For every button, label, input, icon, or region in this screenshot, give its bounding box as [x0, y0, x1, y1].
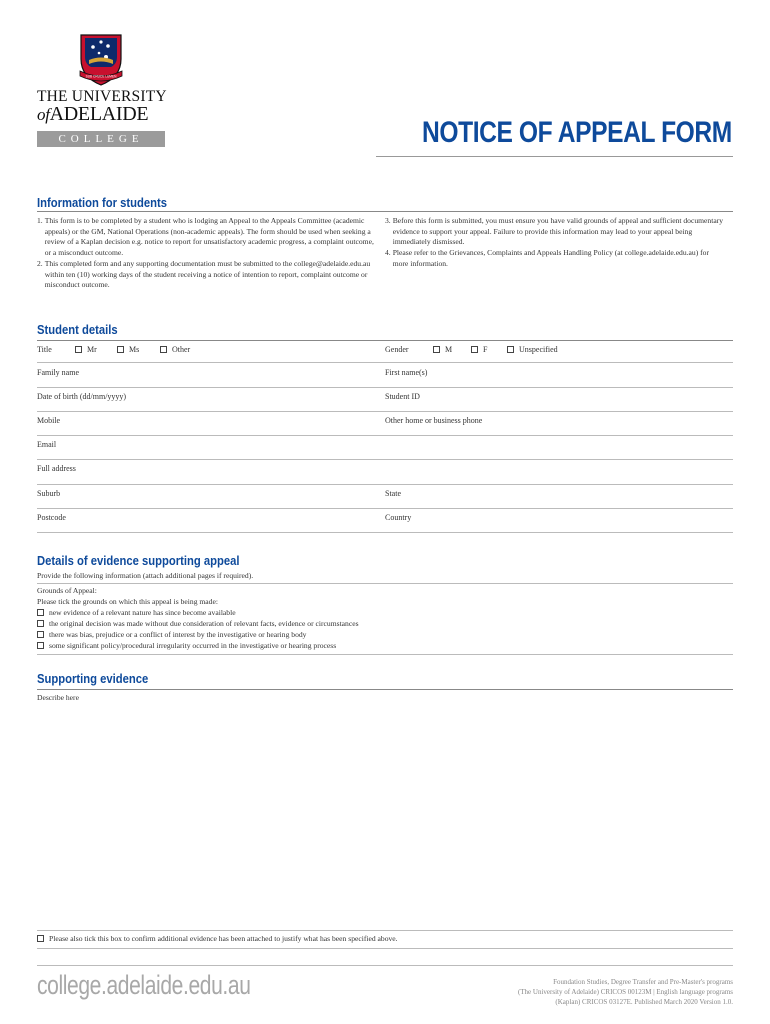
checkbox-icon[interactable] — [37, 620, 44, 627]
suburb-field[interactable]: Suburb — [37, 489, 61, 498]
checkbox-icon[interactable] — [37, 631, 44, 638]
info-rule — [37, 211, 733, 212]
supporting-rule — [37, 689, 733, 690]
grounds-rule — [37, 654, 733, 655]
ground-option[interactable]: there was bias, prejudice or a conflict of interest by the investigative or hearing body — [37, 630, 306, 639]
university-name-adelaide: ADELAIDE — [49, 103, 149, 125]
grounds-title: Grounds of Appeal: — [37, 586, 97, 595]
title-label: Title — [37, 345, 52, 354]
row-rule — [37, 362, 733, 363]
email-field[interactable]: Email — [37, 440, 57, 449]
title-option-other[interactable]: Other — [160, 345, 190, 354]
checkbox-icon[interactable] — [117, 346, 124, 353]
student-heading: Student details — [37, 323, 118, 337]
footer-url: college.adelaide.edu.au — [37, 970, 251, 1000]
title-option-ms[interactable]: Ms — [117, 345, 139, 354]
student-rule — [37, 340, 733, 341]
gender-option-unspecified[interactable]: Unspecified — [507, 345, 558, 354]
supporting-heading: Supporting evidence — [37, 672, 149, 686]
title-rule — [376, 156, 733, 157]
row-rule — [37, 459, 733, 460]
ground-option[interactable]: new evidence of a relevant nature has since become available — [37, 608, 236, 617]
grounds-instruction: Please tick the grounds on which this appeal is being made: — [37, 597, 218, 606]
checkbox-icon[interactable] — [160, 346, 167, 353]
ground-option[interactable]: the original decision was made without due consideration of relevant facts, evidence or circumstances — [37, 619, 359, 628]
family-name-field[interactable]: Family name — [37, 368, 79, 377]
row-rule — [37, 484, 733, 485]
info-heading: Information for students — [37, 196, 168, 210]
university-name-of: of — [37, 105, 50, 124]
first-names-field[interactable]: First name(s) — [385, 368, 428, 377]
title-option-mr[interactable]: Mr — [75, 345, 97, 354]
checkbox-icon[interactable] — [75, 346, 82, 353]
row-rule — [37, 411, 733, 412]
university-name-line2 — [37, 103, 165, 126]
row-rule — [37, 508, 733, 509]
info-item: 1. This form is to be completed by a student who is lodging an Appeal to the Appeals Committee (academic appeals) or the GM, National Operations (non-academic appeals). The form should be used when seeking a review of a Kaplan decision e.g. notice to report for unsatisfactory academic progress, a complaint outcome, or a misconduct outcome. — [37, 216, 374, 258]
checkbox-icon[interactable] — [37, 642, 44, 649]
info-item: 2. This completed form and any supporting documentation must be submitted to the college@adelaide.edu.au within ten (10) working days of the student receiving a notice of intention to report, complaint outcome or misconduct outcome. — [37, 258, 371, 290]
info-item: 4. Please refer to the Grievances, Complaints and Appeals Handling Policy (at college.adelaide.edu.au) for more information. — [385, 248, 710, 268]
gender-option-m[interactable]: M — [433, 345, 452, 354]
country-field[interactable]: Country — [385, 513, 412, 522]
footer-legal: Foundation Studies, Degree Transfer and Pre-Master's programs (The University of Adelaide) CRICOS 00123M | English language programs (Kaplan) CRICOS 03127E. Published March 2020 Version 1.0. — [517, 978, 733, 1006]
footer-rule — [37, 965, 733, 966]
evidence-rule — [37, 583, 733, 584]
gender-option-f[interactable]: F — [471, 345, 487, 354]
checkbox-icon[interactable] — [37, 935, 44, 942]
confirm-rule — [37, 948, 733, 949]
info-left-column — [37, 216, 379, 291]
confirm-evidence-checkbox[interactable]: Please also tick this box to confirm additional evidence has been attached to justify what has been specified above. — [37, 934, 398, 943]
row-rule — [37, 532, 733, 533]
evidence-heading: Details of evidence supporting appeal — [37, 554, 240, 568]
info-item: 3. Before this form is submitted, you must ensure you have valid grounds of appeal and sufficient documentary evidence to support your appeal. Failure to provide this information may lead to your appeal being immediately dismissed. — [385, 216, 724, 247]
evidence-intro: Provide the following information (attach additional pages if required). — [37, 571, 254, 580]
college-bar: COLLEGE — [37, 131, 165, 147]
mobile-field[interactable]: Mobile — [37, 416, 61, 425]
state-field[interactable]: State — [385, 489, 401, 498]
postcode-field[interactable]: Postcode — [37, 513, 66, 522]
crest-motto: SUB CRUCE LUMEN — [85, 74, 117, 79]
university-crest-icon — [77, 33, 125, 87]
gender-label: Gender — [385, 345, 409, 354]
info-right-column — [385, 216, 725, 270]
university-name-line1: THE UNIVERSITY — [37, 88, 167, 105]
checkbox-icon[interactable] — [471, 346, 478, 353]
checkbox-icon[interactable] — [433, 346, 440, 353]
describe-bottom-rule — [37, 930, 733, 931]
checkbox-icon[interactable] — [37, 609, 44, 616]
describe-field[interactable]: Describe here — [37, 693, 79, 702]
row-rule — [37, 435, 733, 436]
student-id-field[interactable]: Student ID — [385, 392, 420, 401]
checkbox-icon[interactable] — [507, 346, 514, 353]
address-field[interactable]: Full address — [37, 464, 76, 473]
ground-option[interactable]: some significant policy/procedural irregularity occurred in the investigative or hearing process — [37, 641, 336, 650]
dob-field[interactable]: Date of birth (dd/mm/yyyy) — [37, 392, 127, 401]
other-phone-field[interactable]: Other home or business phone — [385, 416, 483, 425]
row-rule — [37, 387, 733, 388]
form-title: NOTICE OF APPEAL FORM — [422, 116, 732, 149]
